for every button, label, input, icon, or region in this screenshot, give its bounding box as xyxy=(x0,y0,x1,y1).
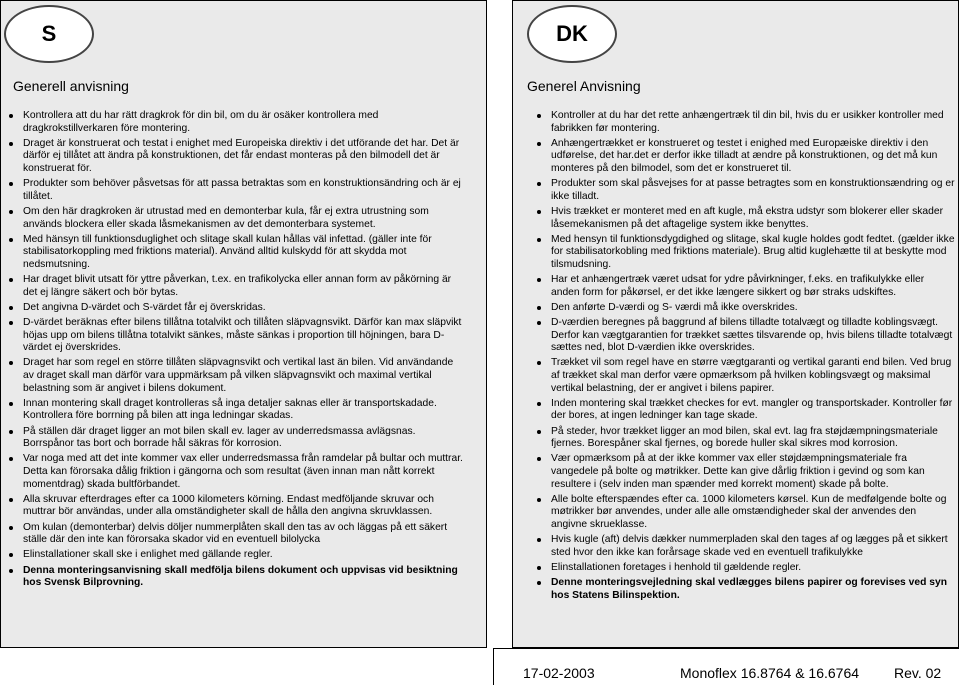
list-item: Den anførte D-værdi og S- værdi må ikke overskrides. xyxy=(551,302,955,315)
list-item: Om den här dragkroken är utrustad med en demonterbar kula, får ej extra utrustning som används blockera eller skada låsmekanismen av det demonterbara systemet. xyxy=(23,206,463,231)
list-item: Produkter som skal påsvejses for at passe betragtes som en konstruktionsændring og er ikke tilladt. xyxy=(551,178,955,202)
section-heading: Generell anvisning xyxy=(13,78,129,94)
list-item-important: Denne monteringsvejledning skal vedlægges bilens papirer og forevises ved syn hos Statens Bilinspektion. xyxy=(551,577,955,602)
list-item: Hvis kugle (aft) delvis dækker nummerpladen skal den tages af og lægges på et sikkert sted hvor den ikke kan forårsage skade ved en eventuell trafikulykke xyxy=(551,534,955,559)
country-code-letter: S xyxy=(41,21,57,46)
list-item: På steder, hvor trækket ligger an mod bilen, skal evt. lag fra støjdæmpningsmateriale fjernes. Borespåner skal fjernes, og borede huller skal sikres mod korrosion. xyxy=(551,426,955,451)
list-item: Var noga med att det inte kommer vax eller underredsmassa från ramdelar på bultar och muttrar. Detta kan förorsaka dålig friktion i gängorna och som resultat (även innan man nått korrekt momentdrag) skada bultförbandet. xyxy=(23,453,463,490)
instruction-list xyxy=(23,110,463,592)
list-item: Draget är konstruerat och testat i enighet med Europeiska direktiv i det utförande det har. Det är därför ej tillåtet att ändra på konstruktionen, det får endast monteras på den bilmodell det är konstruerat för. xyxy=(23,138,463,176)
list-item: Alle bolte efterspændes efter ca. 1000 kilometers kørsel. Kun de medfølgende bolte og møtrikker bør anvendes, under alle alle omstændigheder skal der anvendes den angivne skrueklasse. xyxy=(551,494,955,532)
list-item: Kontroller at du har det rette anhængertræk til din bil, hvis du er usikker kontroller med fabrikken før montering. xyxy=(551,110,955,135)
list-item: Med hensyn til funktionsdygdighed og slitage, skal kugle holdes godt fedtet. (gælder ikke for stabilisatorkobling med friktions materiale). Brug altid kuglehætte til at beskytte mod tilsmudsning. xyxy=(551,233,955,270)
document-footer xyxy=(493,648,959,685)
country-code-badge-s xyxy=(4,5,94,63)
list-item: Elinstallationen foretages i henhold til gældende regler. xyxy=(551,562,955,575)
footer-date: 17-02-2003 xyxy=(523,665,595,681)
country-code-badge-dk xyxy=(527,5,617,63)
list-item: Trækket vil som regel have en større vægtgaranti og vertikal garanti end bilen. Ved brug af trækket skal man derfor være opmærksom på hvilken koblingsvægt og maksimal vertikal belastning, der er angivet i bilens papirer. xyxy=(551,357,955,395)
list-item: Alla skruvar efterdrages efter ca 1000 kilometers körning. Endast medföljande skruvar och muttrar bör användas, under alla omständigheter skall de hålla den angivna skruvklassen. xyxy=(23,494,463,519)
list-item: På ställen där draget ligger an mot bilen skall ev. lager av underredsmassa avlägsnas. Borrspånor tas bort och borrade hål säkras för korrosion. xyxy=(23,426,463,451)
footer-product-name: Monoflex 16.8764 & 16.6764 xyxy=(680,665,860,681)
list-item: D-værdien beregnes på baggrund af bilens tilladte totalvægt og tilladte koblingsvægt. Derfor kan vægtgarantien for trækket sættes tilsvarende op, hvis bilens tilladte totalvægt sættes ned, blot D-værdien ikke overskrides. xyxy=(551,317,955,355)
list-item-important: Denna monteringsanvisning skall medfölja bilens dokument och uppvisas vid besiktning hos Svensk Bilprovning. xyxy=(23,565,463,590)
list-item: Har draget blivit utsatt för yttre påverkan, t.ex. en trafikolycka eller annan form av påkörning är det ej längre säkert och bör bytas. xyxy=(23,274,463,299)
list-item: Draget har som regel en större tillåten släpvagnsvikt och vertikal last än bilen. Vid användande av draget skall man därför vara uppmärksam på vilken släpvagnsvikt och maximal vertikal belastning som är angivet i bilens dokument. xyxy=(23,357,463,395)
instruction-list xyxy=(551,110,955,605)
list-item: Produkter som behöver påsvetsas för att passa betraktas som en konstruktionsändring och är ej tillåtet. xyxy=(23,178,463,203)
list-item: Vær opmærksom på at der ikke kommer vax eller støjdæmpningsmateriale fra vangedele på bolte og møtrikker. Dette kan give dårlig friktion i gevind og som kan resultere i (selv inden man spænder med korrekt moment) skade på bolte. xyxy=(551,453,955,491)
list-item: D-värdet beräknas efter bilens tillåtna totalvikt och tillåten släpvagnsvikt. Därför kan max släpvikt höjas upp om bilens tillåtna totalvikt sänkes, måste sänkas i proportion till höjningen, bara D-värdet ej överskrides. xyxy=(23,317,462,354)
swedish-instructions-panel xyxy=(0,0,487,648)
list-item: Anhængertrækket er konstrueret og testet i enighed med Europæiske direktiv i den udførelse, det har.det er derfor ikke tilladt at ændre på konstruktionen, og det må kun monteres på den bilmodel, som det er konstrueret til. xyxy=(551,138,955,176)
footer-revision: Rev. 02 xyxy=(894,665,942,681)
country-code-letter: DK xyxy=(556,21,588,46)
section-heading: Generel Anvisning xyxy=(527,78,641,94)
list-item: Det angivna D-värdet och S-värdet får ej överskridas. xyxy=(23,302,463,315)
list-item: Hvis trækket er monteret med en aft kugle, må ekstra udstyr som blokerer eller skader låsemekanismen på det aftagelige system ikke benyttes. xyxy=(551,206,955,231)
list-item: Inden montering skal trækket checkes for evt. mangler og transportskader. Kontroller før der bores, at ingen ledninger kan tage skade. xyxy=(551,398,955,423)
list-item: Har et anhængertræk været udsat for ydre påvirkninger, f.eks. en trafikulykke eller anden form for påkørsel, er det ikke længere sikkert og bør straks udskiftes. xyxy=(551,274,955,299)
list-item: Med hänsyn till funktionsduglighet och slitage skall kulan hållas väl infettad. (gäller inte för stabilisatorkoppling med friktions material). Använd alltid kulskydd för att skydda mot nedsmutsning. xyxy=(23,234,463,272)
list-item: Kontrollera att du har rätt dragkrok för din bil, om du är osäker kontrollera med dragkrokstillverkaren före montering. xyxy=(23,110,463,135)
list-item: Om kulan (demonterbar) delvis döljer nummerplåten skall den tas av och läggas på ett säkert ställe där den inte kan förorsaka skador vid en eventuell bilolycka xyxy=(23,522,463,547)
list-item: Innan montering skall draget kontrolleras så inga detaljer saknas eller är transportskadade. Kontrollera före borrning på bilen att inga ledningar skadas. xyxy=(23,398,463,423)
list-item: Elinstallationer skall ske i enlighet med gällande regler. xyxy=(23,549,463,562)
danish-instructions-panel xyxy=(512,0,959,648)
